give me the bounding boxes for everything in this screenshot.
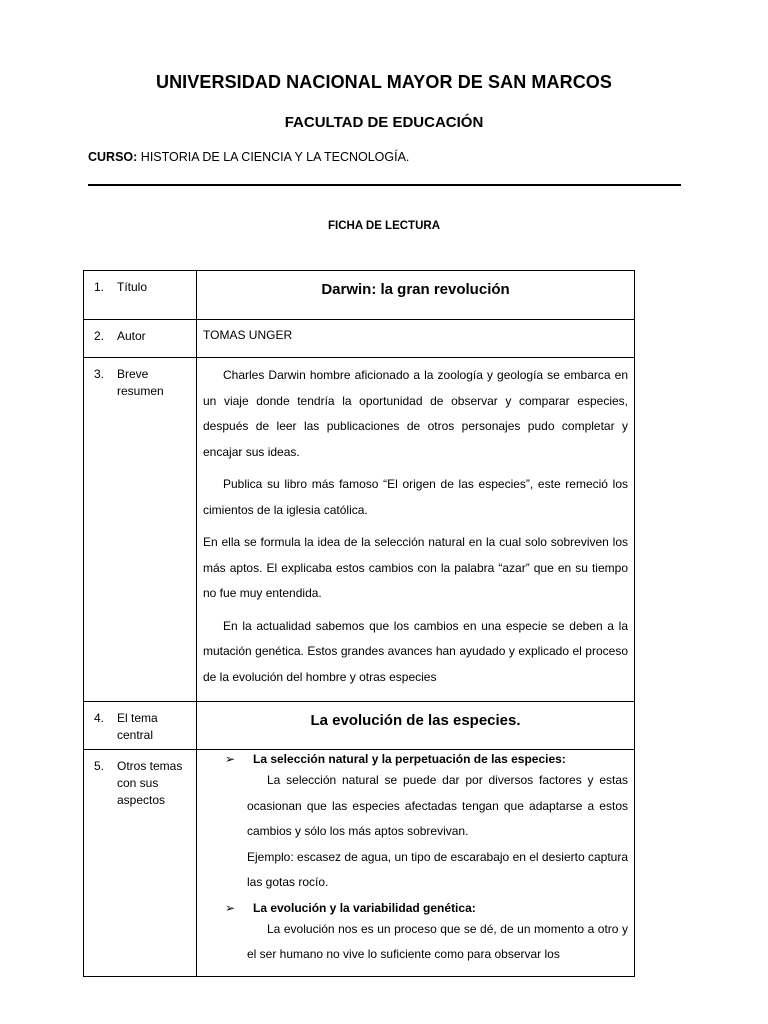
row-value-cell <box>197 702 635 750</box>
table-row-summary <box>84 358 635 702</box>
document-title: FICHA DE LECTURA <box>327 220 440 232</box>
row-label-cell <box>84 358 197 702</box>
row-number: 1. <box>94 280 105 294</box>
row-label: Otros temas con sus aspectos <box>117 759 183 807</box>
row-label: Breve resumen <box>117 367 164 398</box>
row-label-cell <box>84 702 197 750</box>
row-label-cell <box>84 750 197 977</box>
arrow-bullet-icon: ➢ <box>225 900 236 915</box>
bullet-text: La selección natural se puede dar por diversos factores y estas ocasionan que las especies afectadas tengan que adaptarse a estos cambios y sólo los más aptos sobrevivan. <box>247 773 628 838</box>
bullet-heading: La selección natural y la perpetuación de las especies: <box>253 752 566 766</box>
book-title: Darwin: la gran revolución <box>321 281 510 298</box>
row-label: Autor <box>117 329 146 343</box>
bullet-item <box>197 751 628 768</box>
row-value-cell <box>197 271 635 320</box>
author-name: TOMAS UNGER <box>203 328 293 342</box>
row-label: Título <box>117 280 148 294</box>
faculty-title: FACULTAD DE EDUCACIÓN <box>284 114 484 131</box>
table-row-central-theme <box>84 702 635 750</box>
summary-paragraph: En la actualidad sabemos que los cambios en una especie se deben a la mutación genética. Estos grandes avances han ayudado y explicado el proceso de la evolución del hombre y otras especies <box>203 618 628 684</box>
row-value-cell <box>197 320 635 358</box>
table-row-title <box>84 271 635 320</box>
table-row-other-topics <box>84 750 635 977</box>
row-value-cell <box>197 750 635 977</box>
row-value-cell <box>197 358 635 702</box>
summary-paragraph: En ella se formula la idea de la selección natural en la cual solo sobreviven los más aptos. El explicaba estos cambios con la palabra “azar” que en su tiempo no fue muy entendida. <box>203 535 628 600</box>
row-label-cell <box>84 271 197 320</box>
row-number: 2. <box>94 329 105 343</box>
summary-paragraph: Charles Darwin hombre aficionado a la zoología y geología se embarca en un viaje donde tendría la oportunidad de observar y comparar especies, después de leer las publicaciones de otros personajes pudo completar y encajar sus ideas. <box>203 368 628 459</box>
summary-paragraph: Publica su libro más famoso “El origen de las especies”, este remeció los cimientos de la iglesia católica. <box>203 477 628 517</box>
horizontal-rule <box>88 184 681 186</box>
bullet-text: La evolución nos es un proceso que se dé, de un momento a otro y el ser humano no vive lo suficiente como para observar los <box>247 921 628 961</box>
course-line <box>88 150 409 164</box>
course-label: CURSO: <box>88 150 138 164</box>
reading-card-table <box>83 270 635 977</box>
row-number: 4. <box>94 711 105 725</box>
bullet-example: Ejemplo: escasez de agua, un tipo de escarabajo en el desierto captura las gotas rocío. <box>247 849 628 889</box>
bullet-item <box>197 900 628 917</box>
central-theme: La evolución de las especies. <box>310 712 521 729</box>
row-label: El tema central <box>117 711 158 742</box>
course-value: HISTORIA DE LA CIENCIA Y LA TECNOLOGÍA. <box>137 150 410 164</box>
bullet-heading: La evolución y la variabilidad genética: <box>253 900 476 915</box>
table-row-author <box>84 320 635 358</box>
row-label-cell <box>84 320 197 358</box>
university-title: UNIVERSIDAD NACIONAL MAYOR DE SAN MARCOS <box>155 72 613 92</box>
arrow-bullet-icon: ➢ <box>225 752 236 766</box>
row-number: 3. <box>94 367 105 381</box>
row-number: 5. <box>94 759 105 773</box>
